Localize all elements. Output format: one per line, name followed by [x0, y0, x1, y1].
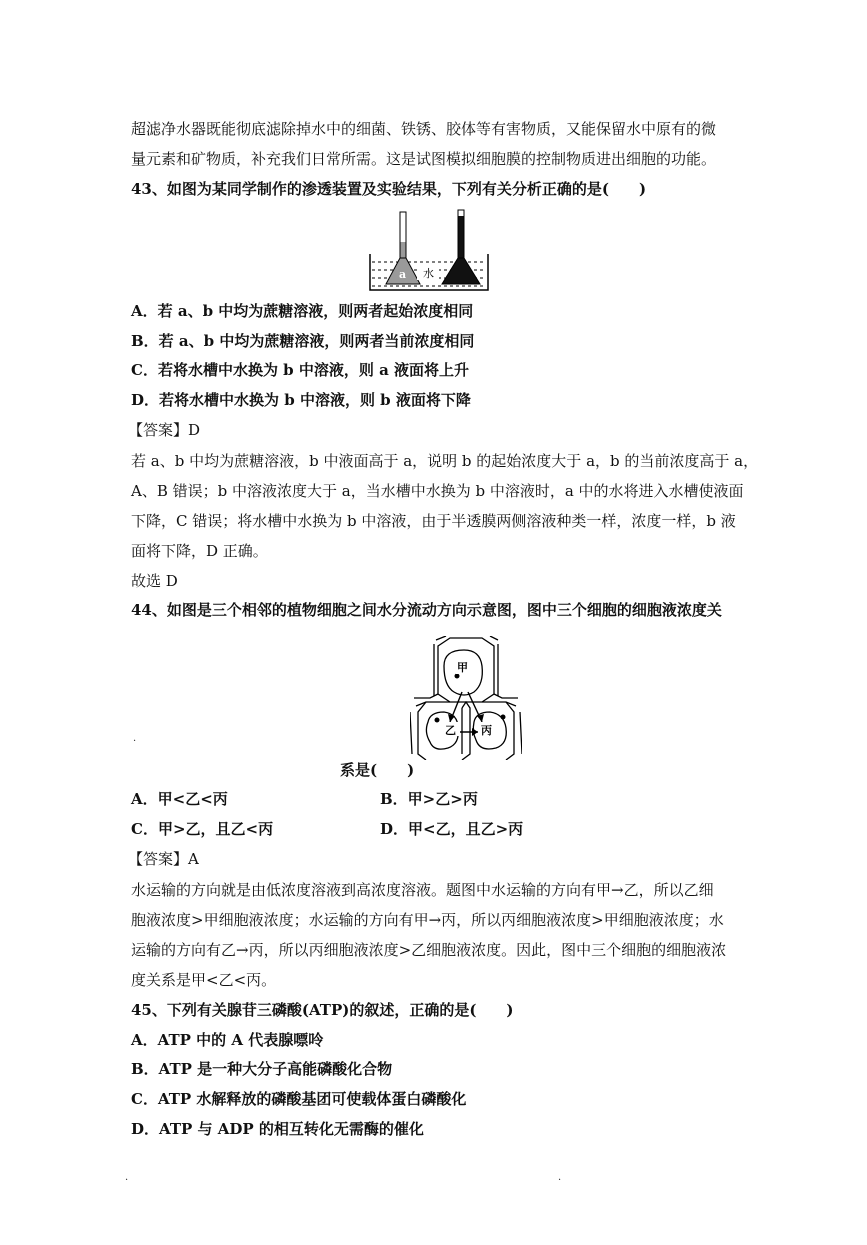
q43-answer: 【答案】D [128, 421, 201, 439]
q43-explanation-1: 若 a、b 中均为蔗糖溶液，b 中液面高于 a，说明 b 的起始浓度大于 a，b 的当前浓度高于 a， [131, 452, 759, 470]
label-water: 水 [423, 267, 434, 280]
intro-line-1: 超滤净水器既能彻底滤除掉水中的细菌、铁锈、胶体等有害物质，又能保留水中原有的微 [131, 120, 717, 138]
q45-option-d: D．ATP 与 ADP 的相互转化无需酶的催化 [131, 1120, 424, 1138]
q44-option-d: D．甲<乙，且乙>丙 [380, 820, 524, 838]
q44-explanation-2: 胞液浓度>甲细胞液浓度；水运输的方向有甲→丙，所以丙细胞液浓度>甲细胞液浓度；水 [131, 911, 724, 929]
scan-dot: · [125, 1175, 129, 1186]
scan-dot: · [133, 736, 137, 747]
q43-stem: 43、如图为某同学制作的渗透装置及实验结果，下列有关分析正确的是( ) [131, 180, 647, 198]
q44-option-c: C．甲>乙，且乙<丙 [131, 820, 274, 838]
q45-option-a: A．ATP 中的 A 代表腺嘌呤 [131, 1031, 324, 1049]
label-jia: 甲 [457, 661, 468, 674]
q45-option-c: C．ATP 水解释放的磷酸基团可使载体蛋白磷酸化 [131, 1090, 467, 1108]
q44-explanation-3: 运输的方向有乙→丙，所以丙细胞液浓度>乙细胞液浓度。因此，图中三个细胞的细胞液浓 [131, 941, 727, 959]
q43-option-a: A．若 a、b 中均为蔗糖溶液，则两者起始浓度相同 [131, 302, 474, 320]
q44-answer: 【答案】A [128, 850, 199, 868]
q44-option-b: B．甲>乙>丙 [380, 790, 478, 808]
q45-stem: 45、下列有关腺苷三磷酸(ATP)的叙述，正确的是( ) [131, 1001, 514, 1019]
q45-option-b: B．ATP 是一种大分子高能磷酸化合物 [131, 1060, 393, 1078]
q44-stem: 44、如图是三个相邻的植物细胞之间水分流动方向示意图，图中三个细胞的细胞液浓度关 [131, 601, 722, 619]
q43-option-c: C．若将水槽中水换为 b 中溶液，则 a 液面将上升 [131, 361, 470, 379]
scan-dot: · [558, 1175, 562, 1186]
q43-explanation-4: 面将下降，D 正确。 [131, 542, 268, 560]
q44-explanation-4: 度关系是甲<乙<丙。 [131, 971, 277, 989]
q44-stem-continued: 系是( ) [340, 761, 415, 779]
q44-option-a: A．甲<乙<丙 [131, 790, 228, 808]
osmosis-apparatus-figure [366, 208, 492, 292]
plant-cells-figure [410, 636, 522, 760]
label-yi: 乙 [445, 724, 456, 737]
intro-line-2: 量元素和矿物质，补充我们日常所需。这是试图模拟细胞膜的控制物质进出细胞的功能。 [131, 150, 717, 168]
label-bing: 丙 [481, 724, 492, 737]
q43-conclusion: 故选 D [131, 572, 178, 590]
q43-explanation-3: 下降，C 错误；将水槽中水换为 b 中溶液，由于半透膜两侧溶液种类一样，浓度一样，b 液 [131, 512, 736, 530]
label-a: a [399, 268, 407, 281]
q43-explanation-2: A、B 错误；b 中溶液浓度大于 a，当水槽中水换为 b 中溶液时，a 中的水将进入水槽使液面 [131, 482, 744, 500]
q44-explanation-1: 水运输的方向就是由低浓度溶液到高浓度溶液。题图中水运输的方向有甲→乙，所以乙细 [131, 881, 714, 899]
q43-option-d: D．若将水槽中水换为 b 中溶液，则 b 液面将下降 [131, 391, 471, 409]
q43-option-b: B．若 a、b 中均为蔗糖溶液，则两者当前浓度相同 [131, 332, 475, 350]
